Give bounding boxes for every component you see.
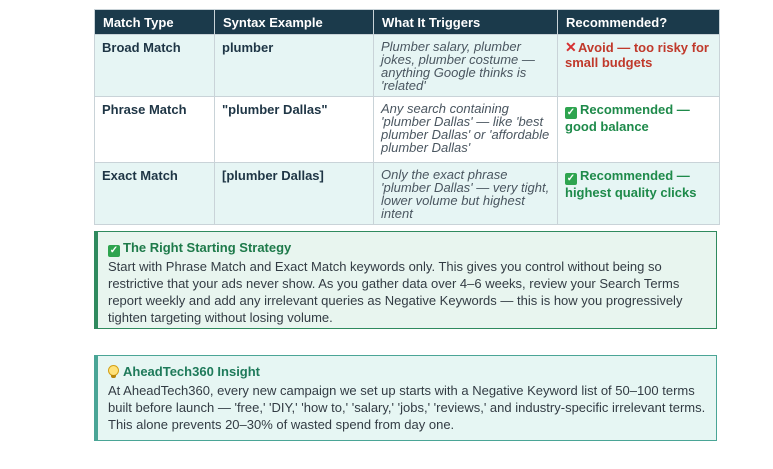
triggers-cell: Plumber salary, plumber jokes, plumber costume — anything Google thinks is 'related'	[374, 35, 558, 97]
strategy-body: Start with Phrase Match and Exact Match keywords only. This gives you control without being so restrictive that your ads never show. As you gather data over 4–6 weeks, review your Search Terms report weekly and add any irrelevant queries as Negative Keywords — this is how you progressively tighten targeting without losing volume.	[108, 259, 683, 325]
red-x-icon: ✕	[565, 39, 577, 55]
insight-callout	[94, 355, 717, 441]
table-row	[95, 163, 720, 225]
recommendation-cell	[558, 97, 720, 163]
table-header-row	[95, 10, 720, 35]
syntax-cell: [plumber Dallas]	[215, 163, 374, 225]
insight-body: At AheadTech360, every new campaign we set up starts with a Negative Keyword list of 50–100 terms built before launch — 'free,' 'DIY,' 'how to,' 'salary,' 'jobs,' 'reviews,' and industry-specific irrelevant terms. This alone prevents 20–30% of wasted spend from day one.	[108, 383, 706, 432]
header-syntax-example: Syntax Example	[215, 10, 374, 35]
recommendation-text: Recommended — good balance	[565, 102, 690, 134]
insight-title: AheadTech360 Insight	[123, 364, 261, 379]
green-check-icon: ✓	[566, 173, 576, 184]
syntax-cell: plumber	[215, 35, 374, 97]
insight-title-row	[108, 364, 716, 380]
match-type-cell: Exact Match	[95, 163, 215, 225]
syntax-cell: "plumber Dallas"	[215, 97, 374, 163]
table-row	[95, 35, 720, 97]
strategy-callout	[94, 231, 717, 329]
header-recommended: Recommended?	[558, 10, 720, 35]
triggers-cell: Only the exact phrase 'plumber Dallas' — very tight, lower volume but highest intent	[374, 163, 558, 225]
recommendation-text: Avoid — too risky for small budgets	[565, 40, 709, 70]
triggers-cell: Any search containing 'plumber Dallas' — like 'best plumber Dallas' or 'affordable plumber Dallas'	[374, 97, 558, 163]
table-row	[95, 97, 720, 163]
match-type-cell: Broad Match	[95, 35, 215, 97]
green-check-icon: ✓	[109, 245, 119, 256]
lightbulb-icon	[108, 365, 119, 376]
recommendation-cell	[558, 35, 720, 97]
strategy-title: The Right Starting Strategy	[123, 240, 292, 255]
green-check-icon: ✓	[566, 107, 576, 118]
recommendation-text: Recommended — highest quality clicks	[565, 168, 697, 200]
header-what-it-triggers: What It Triggers	[374, 10, 558, 35]
strategy-title-row	[108, 240, 716, 256]
match-type-cell: Phrase Match	[95, 97, 215, 163]
header-match-type: Match Type	[95, 10, 215, 35]
match-type-table	[94, 9, 720, 225]
recommendation-cell	[558, 163, 720, 225]
